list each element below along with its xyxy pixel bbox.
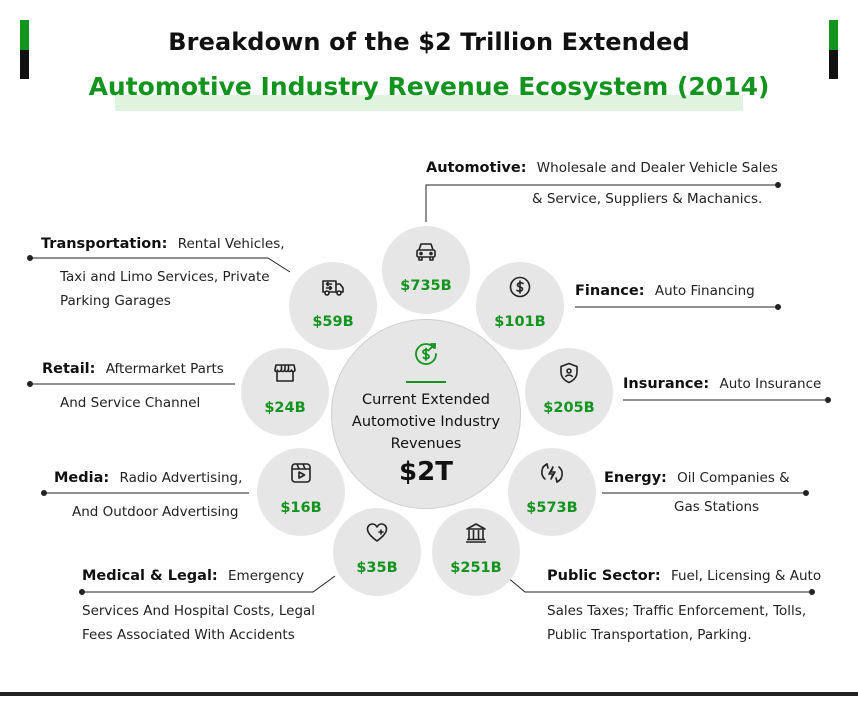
label-finance-desc-1: Auto Financing — [654, 283, 755, 299]
label-media — [54, 470, 242, 486]
segment-circle-media — [257, 448, 345, 536]
label-media-title: Media: — [54, 470, 110, 486]
label-transportation-title: Transportation: — [41, 236, 168, 252]
label-transportation-line3: Parking Garages — [60, 293, 171, 309]
segment-circle-automotive — [382, 226, 470, 314]
label-insurance-desc-1: Auto Insurance — [719, 376, 822, 392]
label-automotive-line2: & Service, Suppliers & Machanics. — [532, 191, 763, 207]
label-transportation — [41, 236, 285, 252]
center-total-circle — [331, 319, 521, 509]
segment-circle-transportation — [289, 262, 377, 350]
heart-icon — [365, 521, 389, 545]
segment-value-automotive: $735B — [400, 278, 452, 294]
segment-value-retail: $24B — [264, 400, 306, 416]
label-medical-legal-title: Medical & Legal: — [82, 568, 218, 584]
center-label-line-1: Current Extended — [362, 392, 490, 408]
center-label — [331, 389, 521, 455]
label-public-sector-line2: Sales Taxes; Traffic Enforcement, Tolls, — [547, 603, 807, 619]
segment-circle-finance — [476, 262, 564, 350]
label-public-sector — [547, 568, 821, 584]
segment-circle-retail — [241, 348, 329, 436]
segment-value-energy: $573B — [526, 500, 578, 516]
building-icon — [464, 521, 488, 545]
label-insurance — [623, 376, 821, 392]
label-automotive — [426, 160, 778, 176]
label-retail-line2: And Service Channel — [60, 395, 201, 411]
center-divider — [406, 381, 446, 383]
label-public-sector-desc-1: Fuel, Licensing & Auto — [670, 568, 822, 584]
label-medical-legal-line3: Fees Associated With Accidents — [82, 627, 295, 643]
label-medical-legal-line2: Services And Hospital Costs, Legal — [82, 603, 316, 619]
segment-value-public-sector: $251B — [450, 560, 502, 576]
segment-value-media: $16B — [280, 500, 322, 516]
label-finance — [575, 283, 755, 299]
label-energy-desc-1: Oil Companies & — [677, 470, 790, 486]
shield-icon — [557, 361, 581, 385]
label-energy-line2: Gas Stations — [674, 499, 760, 515]
title-line-1: Breakdown of the $2 Trillion Extended — [168, 28, 690, 56]
label-retail — [42, 361, 224, 377]
label-automotive-desc-1: Wholesale and Dealer Vehicle Sales — [536, 160, 778, 176]
segment-value-medical-legal: $35B — [356, 560, 398, 576]
energy-icon — [540, 461, 564, 485]
segment-circle-insurance — [525, 348, 613, 436]
label-medical-legal — [82, 568, 304, 584]
label-energy — [604, 470, 790, 486]
label-public-sector-title: Public Sector: — [547, 568, 661, 584]
label-public-sector-line3: Public Transportation, Parking. — [547, 627, 752, 643]
bottom-divider — [0, 692, 858, 696]
van-icon — [321, 275, 345, 299]
center-label-line-3: Revenues — [390, 436, 462, 452]
segment-circle-public-sector — [432, 508, 520, 596]
dollar-growth-icon — [413, 341, 439, 367]
dollar-icon — [508, 275, 532, 299]
label-media-desc-1: Radio Advertising, — [119, 470, 243, 486]
center-total-value: $2T — [399, 457, 453, 487]
label-retail-desc-1: Aftermarket Parts — [105, 361, 224, 377]
store-icon — [273, 361, 297, 385]
segment-circle-energy — [508, 448, 596, 536]
label-retail-title: Retail: — [42, 361, 96, 377]
segment-value-finance: $101B — [494, 314, 546, 330]
label-automotive-title: Automotive: — [426, 160, 527, 176]
title-line-2: Automotive Industry Revenue Ecosystem (2014) — [88, 72, 770, 101]
label-energy-title: Energy: — [604, 470, 667, 486]
segment-value-transportation: $59B — [312, 314, 354, 330]
video-icon — [289, 461, 313, 485]
car-icon — [414, 239, 438, 263]
label-media-line2: And Outdoor Advertising — [72, 504, 239, 520]
label-medical-legal-desc-1: Emergency — [228, 568, 305, 584]
label-transportation-line2: Taxi and Limo Services, Private — [60, 269, 270, 285]
label-insurance-title: Insurance: — [623, 376, 710, 392]
label-finance-title: Finance: — [575, 283, 645, 299]
label-transportation-desc-1: Rental Vehicles, — [177, 236, 285, 252]
segment-circle-medical-legal — [333, 508, 421, 596]
center-label-line-2: Automotive Industry — [351, 414, 501, 430]
segment-value-insurance: $205B — [543, 400, 595, 416]
